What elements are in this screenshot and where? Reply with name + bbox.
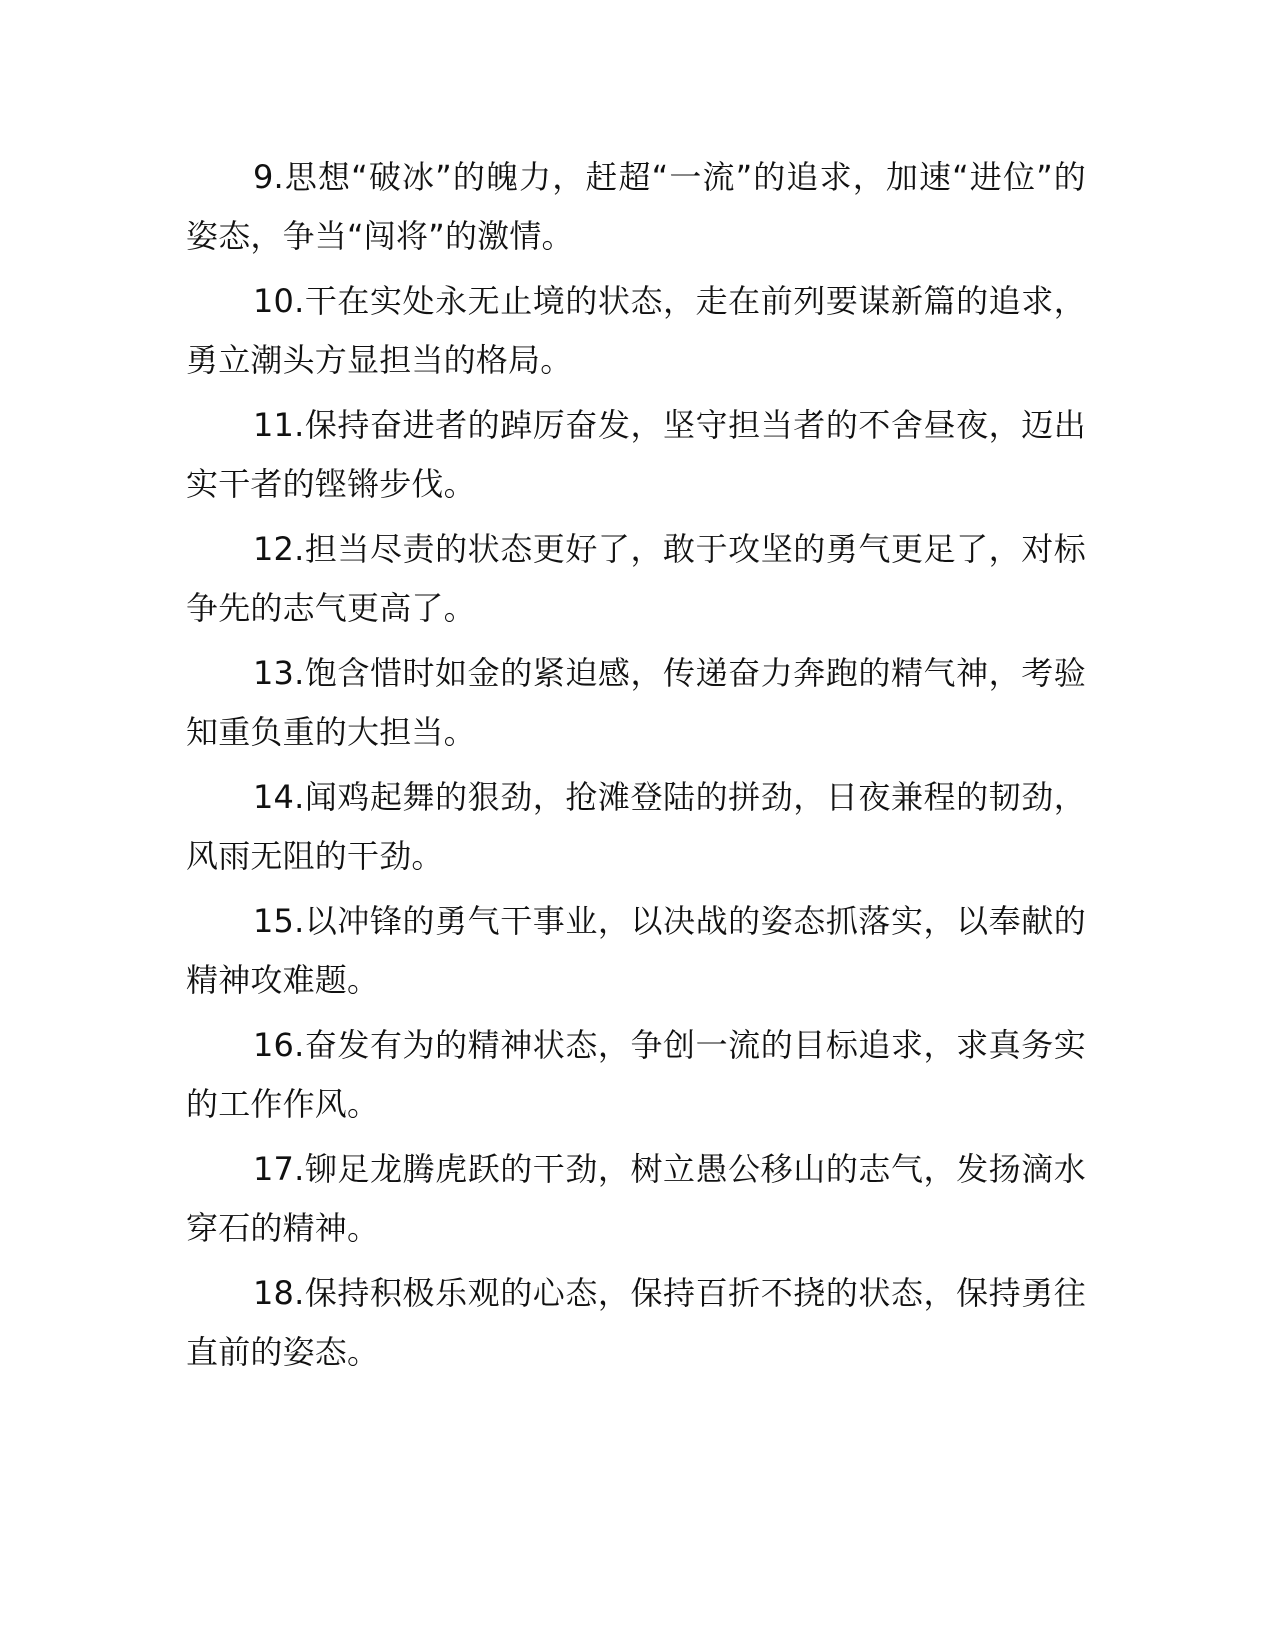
paragraph-17: 17.铆足龙腾虎跃的干劲，树立愚公移山的志气，发扬滴水穿石的精神。 [186,1150,1086,1247]
paragraph-11: 11.保持奋进者的踔厉奋发，坚守担当者的不舍昼夜，迈出实干者的铿锵步伐。 [186,406,1086,503]
paragraph-14: 14.闻鸡起舞的狠劲，抢滩登陆的拼劲，日夜兼程的韧劲，风雨无阻的干劲。 [186,778,1086,875]
paragraph-12: 12.担当尽责的状态更好了，敢于攻坚的勇气更足了，对标争先的志气更高了。 [186,530,1086,627]
paragraph-18: 18.保持积极乐观的心态，保持百折不挠的状态，保持勇往直前的姿态。 [186,1274,1086,1371]
document-body [186,148,1086,1388]
paragraph-16: 16.奋发有为的精神状态，争创一流的目标追求，求真务实的工作作风。 [186,1026,1086,1123]
paragraph-13: 13.饱含惜时如金的紧迫感，传递奋力奔跑的精气神，考验知重负重的大担当。 [186,654,1086,751]
paragraph-9: 9.思想“破冰”的魄力，赶超“一流”的追求，加速“进位”的姿态，争当“闯将”的激情。 [186,158,1086,255]
paragraph-15: 15.以冲锋的勇气干事业，以决战的姿态抓落实，以奉献的精神攻难题。 [186,902,1086,999]
paragraph-10: 10.干在实处永无止境的状态，走在前列要谋新篇的追求，勇立潮头方显担当的格局。 [186,282,1086,379]
